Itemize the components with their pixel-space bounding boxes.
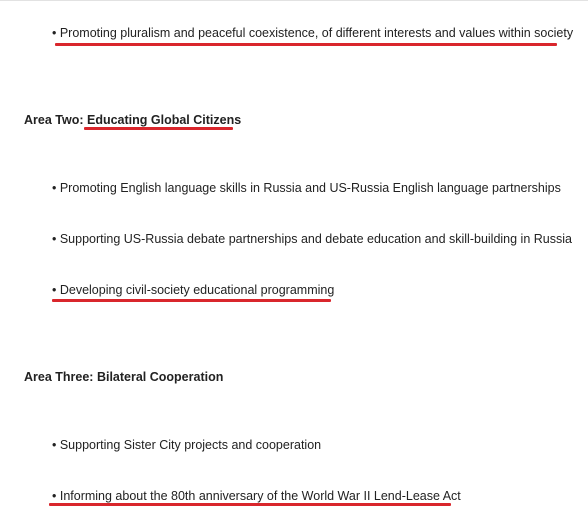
area-two-title: Educating Global Citizens (86, 113, 242, 127)
list-item-pluralism: • Promoting pluralism and peaceful coexistence, of different interests and values within society (52, 26, 574, 40)
area-three-heading: Area Three: Bilateral Cooperation (24, 370, 224, 384)
list-item-sister-city: • Supporting Sister City projects and cooperation (52, 438, 322, 452)
top-divider (0, 0, 588, 1)
highlight-underline-lend-lease (49, 503, 451, 506)
highlight-underline-area-two-title (84, 127, 233, 130)
list-item-debate-partnerships: • Supporting US-Russia debate partnerships and debate education and skill-building in Russia (52, 232, 572, 246)
area-two-prefix: Area Two: (24, 113, 87, 127)
list-item-lend-lease: • Informing about the 80th anniversary of the World War II Lend-Lease Act (52, 489, 461, 503)
highlight-underline-civil-society (52, 299, 331, 302)
area-two-heading (24, 112, 241, 128)
highlight-underline-pluralism (55, 43, 557, 46)
list-item-english-skills: • Promoting English language skills in Russia and US-Russia English language partnerships (52, 181, 561, 195)
list-item-civil-society: • Developing civil-society educational programming (52, 283, 335, 297)
